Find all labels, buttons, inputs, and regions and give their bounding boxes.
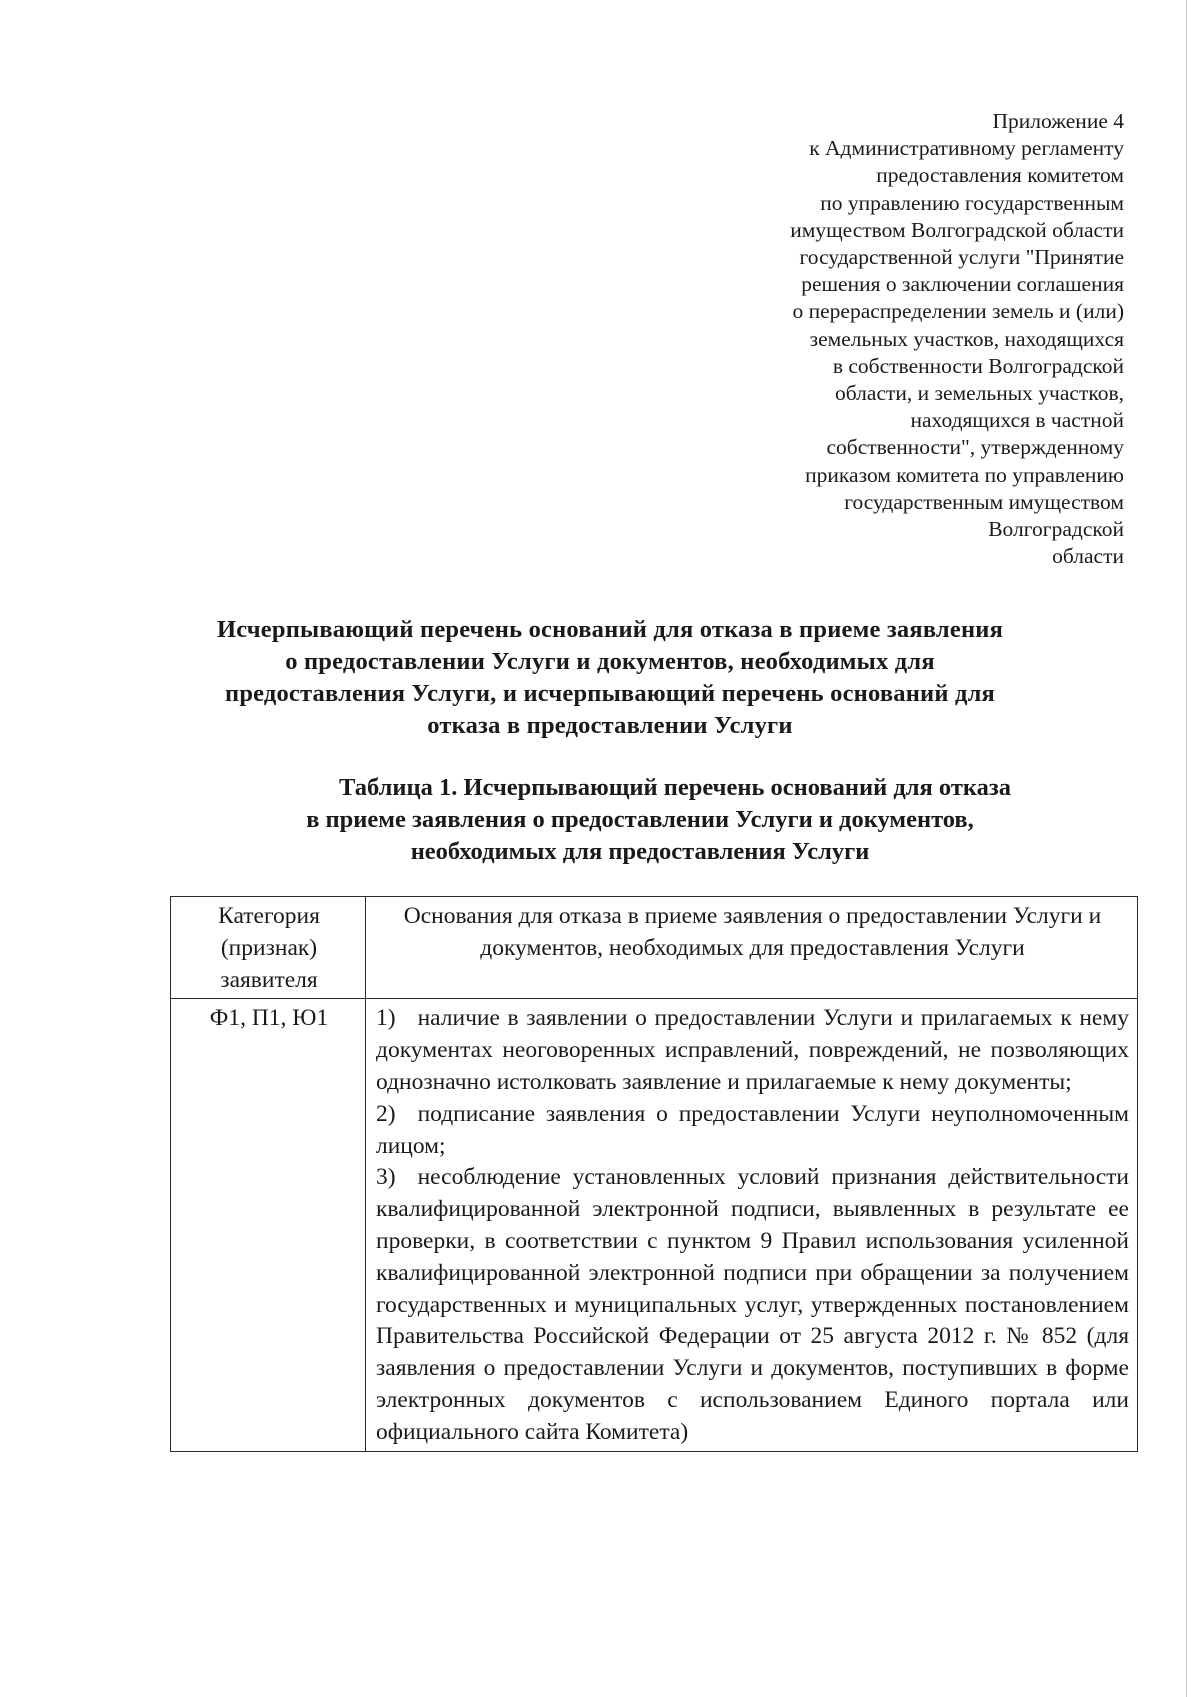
table-row [171, 999, 1138, 1451]
reason-item [376, 1162, 1129, 1448]
table-title-line: необходимых для предоставления Услуги [410, 838, 870, 865]
reason-number: 2) [376, 1100, 396, 1127]
reason-text: наличие в заявлении о предоставлении Услуги и прилагаемых к нему документах неоговоренных исправлений, повреждений, не позволяющих однозначно истолковать заявление и прилагаемые к нему документы; [376, 1005, 1129, 1095]
appendix-line: приказом комитета по управлению [805, 462, 1124, 487]
appendix-line: имуществом Волгоградской области [790, 217, 1124, 242]
appendix-line: земельных участков, находящихся [809, 326, 1124, 351]
appendix-line: находящихся в частной [910, 408, 1124, 433]
document-title [170, 614, 1050, 742]
document-title-line: отказа в предоставлении Услуги [427, 712, 793, 739]
appendix-line: государственной услуги "Принятие [799, 245, 1124, 270]
appendix-line: о перераспределении земель и (или) [792, 299, 1124, 324]
header-category: Категория (признак) заявителя [171, 897, 366, 999]
scan-edge-line [1186, 0, 1187, 1697]
document-title-line: о предоставлении Услуги и документов, необходимых для [285, 648, 935, 675]
appendix-line: по управлению государственным [820, 190, 1124, 215]
refusal-grounds-table [170, 896, 1138, 1452]
table-title-line: в приеме заявления о предоставлении Услуги и документов, [306, 806, 974, 833]
appendix-line: собственности", утвержденному [826, 435, 1124, 460]
header-reasons: Основания для отказа в приеме заявления о предоставлении Услуги и документов, необходимых для предоставления Услуги [366, 897, 1138, 999]
table-title [200, 772, 1080, 868]
reasons-cell [366, 999, 1138, 1451]
appendix-line: области [1052, 544, 1124, 569]
table-header-row [171, 897, 1138, 999]
reason-item [376, 1003, 1129, 1098]
appendix-line: к Административному регламенту [809, 136, 1124, 161]
category-cell: Ф1, П1, Ю1 [171, 999, 366, 1451]
appendix-line: предоставления комитетом [876, 163, 1124, 188]
reason-item [376, 1099, 1129, 1163]
reason-number: 1) [376, 1005, 396, 1032]
appendix-line: в собственности Волгоградской [832, 353, 1124, 378]
appendix-line: Волгоградской [988, 517, 1124, 542]
appendix-line: Приложение 4 [992, 109, 1124, 133]
table-title-line: Таблица 1. Исчерпывающий перечень оснований для отказа [339, 774, 1011, 801]
appendix-header [704, 108, 1124, 570]
appendix-line: государственным имуществом [844, 489, 1124, 514]
document-title-line: предоставления Услуги, и исчерпывающий перечень оснований для [225, 680, 995, 707]
reason-number: 3) [376, 1164, 396, 1191]
reason-text: несоблюдение установленных условий признания действительности квалифицированной электронной подписи, выявленных в результате ее проверки, в соответствии с пунктом 9 Правил использования усиленной квалифицированной электронной подписи при обращении за получением государственных и муниципальных услуг, утвержденных постановлением Правительства Российской Федерации от 25 августа 2012 г. № 852 (для заявления о предоставлении Услуги и документов, поступивших в форме электронных документов с использованием Единого портала или официального сайта Комитета) [376, 1164, 1129, 1445]
appendix-line: области, и земельных участков, [835, 381, 1124, 406]
appendix-line: решения о заключении соглашения [801, 272, 1124, 297]
document-title-line: Исчерпывающий перечень оснований для отказа в приеме заявления [216, 616, 1004, 643]
reason-text: подписание заявления о предоставлении Услуги неуполномоченным лицом; [376, 1100, 1129, 1159]
